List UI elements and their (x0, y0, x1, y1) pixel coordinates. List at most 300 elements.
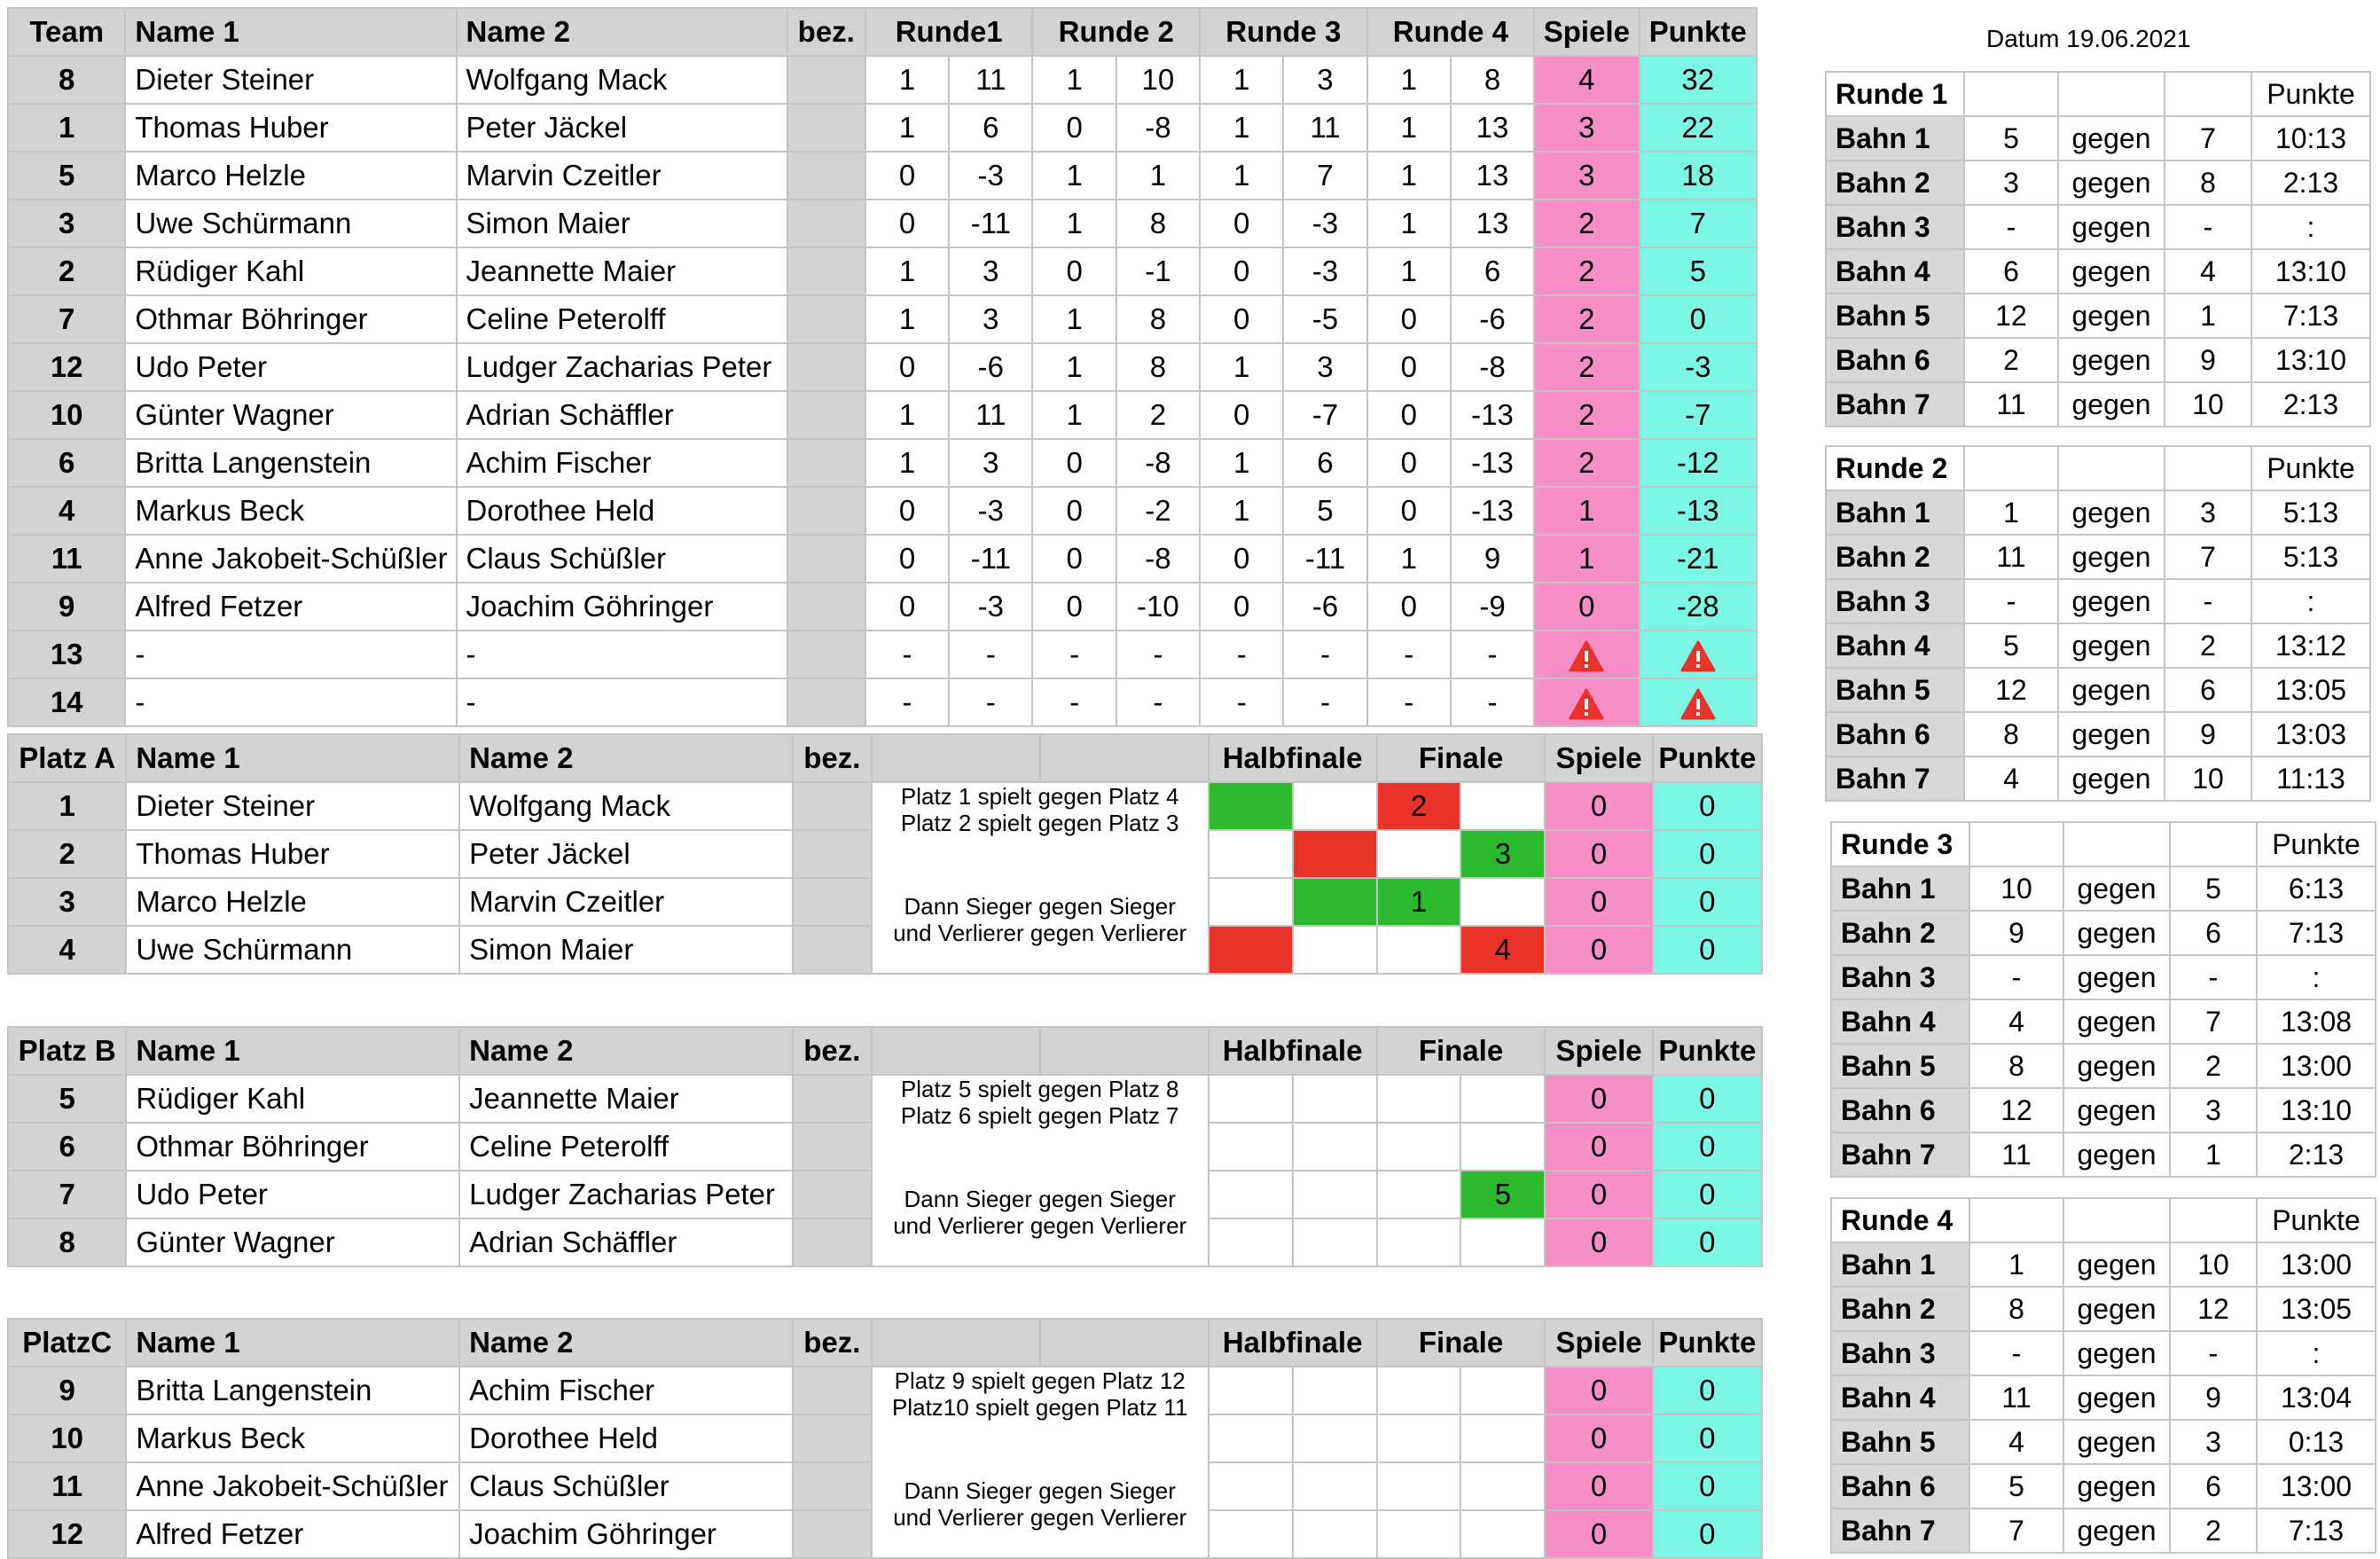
round-value: 1 (1367, 535, 1451, 583)
bracket-cell (1460, 1367, 1545, 1414)
name2-cell: - (457, 631, 787, 678)
platz-number: 3 (8, 878, 126, 926)
table-row (8, 782, 1762, 830)
header-empty (2063, 1198, 2170, 1242)
bracket-cell (1377, 1367, 1461, 1414)
warning-icon (1680, 640, 1716, 672)
name2-cell: Marvin Czeitler (459, 878, 793, 926)
round-value: 1 (1032, 200, 1116, 247)
platz-number: 4 (8, 926, 126, 974)
score-cell: 13:03 (2251, 712, 2370, 756)
team-number: 7 (8, 295, 125, 343)
bracket-cell (1293, 1075, 1377, 1123)
gegen-label: gegen (2063, 1044, 2170, 1088)
header-punkte: Punkte (1640, 8, 1757, 56)
bahn-row (1826, 712, 2370, 756)
round-value: 1 (1032, 152, 1116, 200)
round-value: - (1032, 678, 1116, 726)
round-value: 0 (1367, 439, 1451, 487)
header-spiele: Spiele (1534, 8, 1639, 56)
bahn-row (1831, 1044, 2376, 1088)
team-number: 14 (8, 678, 125, 726)
score-cell: 7:13 (2251, 294, 2370, 338)
round-value: - (1283, 678, 1366, 726)
bahn-label: Bahn 3 (1826, 205, 1964, 249)
runde-header (1831, 822, 2376, 866)
header-punkte: Punkte (1653, 734, 1762, 782)
round-value: -10 (1116, 583, 1200, 631)
runde-header (1831, 1198, 2376, 1242)
gegen-label: gegen (2058, 116, 2165, 161)
note-line: Dann Sieger gegen Sieger (904, 1186, 1176, 1212)
team-number: 6 (8, 439, 125, 487)
round-value: - (1451, 631, 1534, 678)
name2-cell: Achim Fischer (459, 1367, 793, 1414)
round-value: 0 (1367, 583, 1451, 631)
spiele-cell: 0 (1545, 1171, 1652, 1218)
bez-cell (793, 1367, 872, 1414)
runde-table (1825, 445, 2371, 802)
round-value: 1 (865, 391, 949, 439)
header-bez: bez. (787, 8, 865, 56)
round-value: -3 (1283, 200, 1366, 247)
gegen-label: gegen (2063, 1287, 2170, 1331)
bahn-label: Bahn 3 (1831, 1331, 1969, 1375)
round-value: - (1451, 678, 1534, 726)
bahn-row (1831, 1464, 2376, 1508)
header-name2: Name 2 (457, 8, 787, 56)
round-value: 1 (865, 295, 949, 343)
round-value: 5 (1283, 487, 1366, 535)
punkte-cell: 0 (1653, 1171, 1762, 1218)
team-a: 5 (1964, 623, 2058, 668)
gegen-label: gegen (2058, 712, 2165, 756)
spiele-cell: 1 (1534, 487, 1639, 535)
bracket-cell (1209, 1510, 1293, 1558)
score-cell: 2:13 (2251, 161, 2370, 205)
bahn-label: Bahn 7 (1826, 756, 1964, 801)
punkte-cell: 0 (1653, 1367, 1762, 1414)
bracket-cell (1377, 1075, 1461, 1123)
header-punkte: Punkte (1653, 1027, 1762, 1075)
name1-cell: Marco Helzle (126, 878, 459, 926)
round-value: 13 (1451, 200, 1534, 247)
round-value: -3 (1283, 247, 1366, 295)
bracket-cell (1209, 1462, 1293, 1510)
bracket-cell (1293, 1218, 1377, 1266)
round-value: - (1367, 678, 1451, 726)
bez-cell (793, 1171, 872, 1218)
bracket-cell (1209, 1218, 1293, 1266)
header-empty (2165, 446, 2251, 490)
round-value: 3 (949, 439, 1032, 487)
header-spiele: Spiele (1545, 1027, 1652, 1075)
bahn-label: Bahn 6 (1826, 338, 1964, 382)
team-a: - (1969, 955, 2063, 999)
round-value: 0 (1200, 391, 1283, 439)
name2-cell: Achim Fischer (457, 439, 787, 487)
name1-cell: Günter Wagner (126, 1218, 459, 1266)
platz-table (7, 1318, 1763, 1559)
round-value: 1 (1032, 343, 1116, 391)
score-cell: 2:13 (2257, 1132, 2376, 1177)
header-finale: Finale (1377, 1319, 1546, 1367)
header-empty (1040, 1319, 1209, 1367)
bracket-cell (1460, 1075, 1545, 1123)
gegen-label: gegen (2063, 1331, 2170, 1375)
bracket-cell (1209, 878, 1293, 926)
header-empty (2058, 72, 2165, 116)
round-value: 3 (1283, 343, 1366, 391)
note-line: Platz 9 spielt gegen Platz 12 (894, 1367, 1186, 1394)
team-b: 10 (2170, 1242, 2257, 1287)
note-line: Platz 5 spielt gegen Platz 8 (900, 1076, 1179, 1102)
table-row (8, 439, 1757, 487)
spiele-cell: 0 (1545, 1075, 1652, 1123)
header-name2: Name 2 (459, 734, 793, 782)
bracket-cell (1460, 1123, 1545, 1171)
bez-cell (787, 295, 865, 343)
header-halbfinale: Halbfinale (1209, 1027, 1377, 1075)
bracket-cell (1293, 830, 1377, 878)
punkte-header: Punkte (2251, 72, 2370, 116)
score-cell: 13:05 (2257, 1287, 2376, 1331)
platz-number: 2 (8, 830, 126, 878)
platz-number: 10 (8, 1414, 126, 1462)
bracket-cell (1293, 1123, 1377, 1171)
bahn-label: Bahn 7 (1831, 1132, 1969, 1177)
team-a: - (1964, 205, 2058, 249)
note-line: und Verlierer gegen Verlierer (893, 1504, 1187, 1531)
bez-cell (793, 1510, 872, 1558)
name2-cell: Claus Schüßler (459, 1462, 793, 1510)
punkte-cell: 22 (1640, 104, 1757, 152)
name1-cell: Britta Langenstein (125, 439, 456, 487)
team-b: - (2165, 205, 2251, 249)
name1-cell: Dieter Steiner (126, 782, 459, 830)
team-a: 6 (1964, 249, 2058, 294)
note-line: Dann Sieger gegen Sieger (904, 893, 1176, 920)
name2-cell: Peter Jäckel (457, 104, 787, 152)
name1-cell: Markus Beck (126, 1414, 459, 1462)
note-line: Dann Sieger gegen Sieger (904, 1477, 1176, 1504)
runde-header (1826, 72, 2370, 116)
table-row (8, 1075, 1762, 1123)
spiele-cell: 2 (1534, 200, 1639, 247)
bracket-cell (1209, 926, 1293, 974)
bahn-row (1831, 1287, 2376, 1331)
punkte-cell: 0 (1653, 1123, 1762, 1171)
bahn-row (1826, 490, 2370, 535)
spiele-cell (1534, 678, 1639, 726)
round-value: 0 (1367, 391, 1451, 439)
round-value: -5 (1283, 295, 1366, 343)
round-value: -8 (1116, 535, 1200, 583)
round-value: 1 (1367, 104, 1451, 152)
bahn-row (1826, 338, 2370, 382)
bracket-cell: 5 (1460, 1171, 1545, 1218)
table-row (8, 200, 1757, 247)
bahn-row (1826, 205, 2370, 249)
team-b: 8 (2165, 161, 2251, 205)
platz-number: 1 (8, 782, 126, 830)
score-cell: 13:10 (2257, 1088, 2376, 1132)
spiele-cell: 0 (1545, 1510, 1652, 1558)
round-value: -2 (1116, 487, 1200, 535)
round-value: - (1367, 631, 1451, 678)
round-value: 1 (1032, 391, 1116, 439)
bracket-cell (1293, 1462, 1377, 1510)
team-a: 11 (1964, 535, 2058, 579)
header-empty (2058, 446, 2165, 490)
punkte-cell: 0 (1653, 1414, 1762, 1462)
team-number: 9 (8, 583, 125, 631)
bracket-cell (1460, 782, 1545, 830)
bracket-cell (1377, 926, 1461, 974)
bahn-row (1831, 999, 2376, 1044)
datum-label: Datum 19.06.2021 (1986, 25, 2191, 52)
bahn-row (1826, 623, 2370, 668)
name2-cell: Ludger Zacharias Peter (457, 343, 787, 391)
spiele-cell: 4 (1534, 56, 1639, 104)
header-finale: Finale (1377, 1027, 1546, 1075)
name1-cell: Marco Helzle (125, 152, 456, 200)
table-row (8, 487, 1757, 535)
bracket-cell (1293, 1414, 1377, 1462)
name1-cell: Uwe Schürmann (125, 200, 456, 247)
team-b: 10 (2165, 382, 2251, 427)
round-value: 1 (865, 56, 949, 104)
bahn-label: Bahn 5 (1831, 1420, 1969, 1464)
punkte-cell: 0 (1653, 830, 1762, 878)
bez-cell (793, 1075, 872, 1123)
match-note (872, 1075, 1209, 1266)
name2-cell: Celine Peterolff (457, 295, 787, 343)
bracket-cell (1460, 1510, 1545, 1558)
bahn-label: Bahn 5 (1826, 668, 1964, 712)
gegen-label: gegen (2063, 866, 2170, 911)
header-runde: Runde 4 (1367, 8, 1535, 56)
bracket-cell (1209, 1171, 1293, 1218)
bracket-cell (1209, 830, 1293, 878)
round-value: 0 (865, 343, 949, 391)
score-cell: 5:13 (2251, 535, 2370, 579)
round-value: 1 (1367, 56, 1451, 104)
team-a: 3 (1964, 161, 2058, 205)
team-a: 8 (1969, 1044, 2063, 1088)
score-cell: 13:10 (2251, 338, 2370, 382)
name2-cell: Celine Peterolff (459, 1123, 793, 1171)
bahn-label: Bahn 6 (1831, 1088, 1969, 1132)
bez-cell (787, 535, 865, 583)
table-row (8, 247, 1757, 295)
header-runde: Runde1 (865, 8, 1033, 56)
team-number: 2 (8, 247, 125, 295)
round-value: 1 (1200, 487, 1283, 535)
bez-cell (793, 782, 872, 830)
punkte-cell: 0 (1653, 1075, 1762, 1123)
round-value: 2 (1116, 391, 1200, 439)
round-value: -3 (949, 487, 1032, 535)
team-a: 8 (1964, 712, 2058, 756)
team-a: 4 (1964, 756, 2058, 801)
round-value: 1 (1367, 152, 1451, 200)
spiele-cell: 2 (1534, 247, 1639, 295)
platz-label: Platz B (8, 1027, 126, 1075)
header-spiele: Spiele (1545, 734, 1652, 782)
spiele-cell: 0 (1534, 583, 1639, 631)
team-b: 5 (2170, 866, 2257, 911)
name1-cell: Othmar Böhringer (125, 295, 456, 343)
bahn-label: Bahn 2 (1826, 161, 1964, 205)
bez-cell (787, 487, 865, 535)
bahn-row (1831, 1331, 2376, 1375)
score-cell: 10:13 (2251, 116, 2370, 161)
round-value: 0 (865, 487, 949, 535)
bahn-label: Bahn 7 (1826, 382, 1964, 427)
score-cell: 0:13 (2257, 1420, 2376, 1464)
round-value: -6 (949, 343, 1032, 391)
bez-cell (793, 926, 872, 974)
header-bez: bez. (793, 1319, 872, 1367)
team-a: 2 (1964, 338, 2058, 382)
spiele-cell: 0 (1545, 1218, 1652, 1266)
round-value: - (949, 631, 1032, 678)
spiele-cell: 0 (1545, 782, 1652, 830)
spiele-cell: 3 (1534, 152, 1639, 200)
team-b: 4 (2165, 249, 2251, 294)
punkte-cell (1640, 678, 1757, 726)
bracket-cell (1377, 1510, 1461, 1558)
team-a: - (1964, 579, 2058, 623)
team-b: 6 (2170, 911, 2257, 955)
header-bez: bez. (793, 1027, 872, 1075)
bracket-cell (1377, 1462, 1461, 1510)
bracket-cell (1460, 1218, 1545, 1266)
score-cell: : (2257, 955, 2376, 999)
spiele-cell (1534, 631, 1639, 678)
table-row (8, 104, 1757, 152)
bahn-label: Bahn 5 (1826, 294, 1964, 338)
bez-cell (787, 56, 865, 104)
team-b: - (2165, 579, 2251, 623)
spiele-cell: 0 (1545, 1123, 1652, 1171)
name2-cell: Simon Maier (459, 926, 793, 974)
bez-cell (787, 152, 865, 200)
header-halbfinale: Halbfinale (1209, 734, 1377, 782)
bahn-label: Bahn 5 (1831, 1044, 1969, 1088)
bracket-cell (1209, 1075, 1293, 1123)
name1-cell: Thomas Huber (125, 104, 456, 152)
runde-title: Runde 3 (1831, 822, 1969, 866)
platz-header (8, 1027, 1762, 1075)
spiele-cell: 2 (1534, 391, 1639, 439)
name1-cell: Alfred Fetzer (126, 1510, 459, 1558)
score-cell: 13:05 (2251, 668, 2370, 712)
round-value: -6 (1451, 295, 1534, 343)
header-empty (1040, 734, 1209, 782)
round-value: 1 (1200, 152, 1283, 200)
header-name2: Name 2 (459, 1027, 793, 1075)
header-empty (2170, 1198, 2257, 1242)
name1-cell: Rüdiger Kahl (125, 247, 456, 295)
round-value: - (949, 678, 1032, 726)
round-value: -13 (1451, 487, 1534, 535)
round-value: 0 (1367, 487, 1451, 535)
score-cell: 7:13 (2257, 911, 2376, 955)
gegen-label: gegen (2058, 382, 2165, 427)
gegen-label: gegen (2058, 623, 2165, 668)
bahn-label: Bahn 4 (1826, 623, 1964, 668)
gegen-label: gegen (2063, 1375, 2170, 1420)
bracket-cell: 3 (1460, 830, 1545, 878)
round-value: -1 (1116, 247, 1200, 295)
team-number: 1 (8, 104, 125, 152)
punkte-cell: -3 (1640, 343, 1757, 391)
gegen-label: gegen (2063, 1464, 2170, 1508)
bez-cell (787, 343, 865, 391)
name2-cell: Joachim Göhringer (457, 583, 787, 631)
bahn-row (1831, 1508, 2376, 1553)
bahn-row (1826, 382, 2370, 427)
round-value: 0 (865, 152, 949, 200)
bracket-cell: 4 (1460, 926, 1545, 974)
score-cell: 7:13 (2257, 1508, 2376, 1553)
team-b: 1 (2170, 1132, 2257, 1177)
team-a: 1 (1964, 490, 2058, 535)
bracket-cell (1293, 1367, 1377, 1414)
spiele-cell: 2 (1534, 343, 1639, 391)
gegen-label: gegen (2063, 911, 2170, 955)
round-value: 6 (949, 104, 1032, 152)
name2-cell: Jeannette Maier (457, 247, 787, 295)
bracket-cell (1460, 1462, 1545, 1510)
name2-cell: Jeannette Maier (459, 1075, 793, 1123)
team-b: 3 (2170, 1088, 2257, 1132)
name1-cell: Anne Jakobeit-Schüßler (125, 535, 456, 583)
team-b: 3 (2170, 1420, 2257, 1464)
name1-cell: Markus Beck (125, 487, 456, 535)
name2-cell: Wolfgang Mack (457, 56, 787, 104)
platz-table (7, 733, 1763, 975)
round-value: 0 (1032, 535, 1116, 583)
round-value: 0 (1032, 583, 1116, 631)
round-value: 0 (865, 535, 949, 583)
name2-cell: Adrian Schäffler (457, 391, 787, 439)
bahn-label: Bahn 2 (1831, 1287, 1969, 1331)
round-value: - (1116, 631, 1200, 678)
header-name2: Name 2 (459, 1319, 793, 1367)
spiele-cell: 0 (1545, 878, 1652, 926)
spiele-cell: 0 (1545, 1414, 1652, 1462)
runde-title: Runde 1 (1826, 72, 1964, 116)
bahn-label: Bahn 1 (1831, 1242, 1969, 1287)
table-row (8, 391, 1757, 439)
table-row (8, 295, 1757, 343)
name2-cell: Wolfgang Mack (459, 782, 793, 830)
bez-cell (787, 439, 865, 487)
team-b: 1 (2165, 294, 2251, 338)
note-line: Platz 6 spielt gegen Platz 7 (900, 1102, 1179, 1129)
note-line: Platz 2 spielt gegen Platz 3 (900, 810, 1179, 836)
name2-cell: Dorothee Held (457, 487, 787, 535)
name1-cell: Udo Peter (125, 343, 456, 391)
punkte-cell: 0 (1653, 1218, 1762, 1266)
team-a: 12 (1964, 668, 2058, 712)
score-cell: : (2251, 205, 2370, 249)
round-value: 6 (1283, 439, 1366, 487)
bez-cell (793, 1414, 872, 1462)
